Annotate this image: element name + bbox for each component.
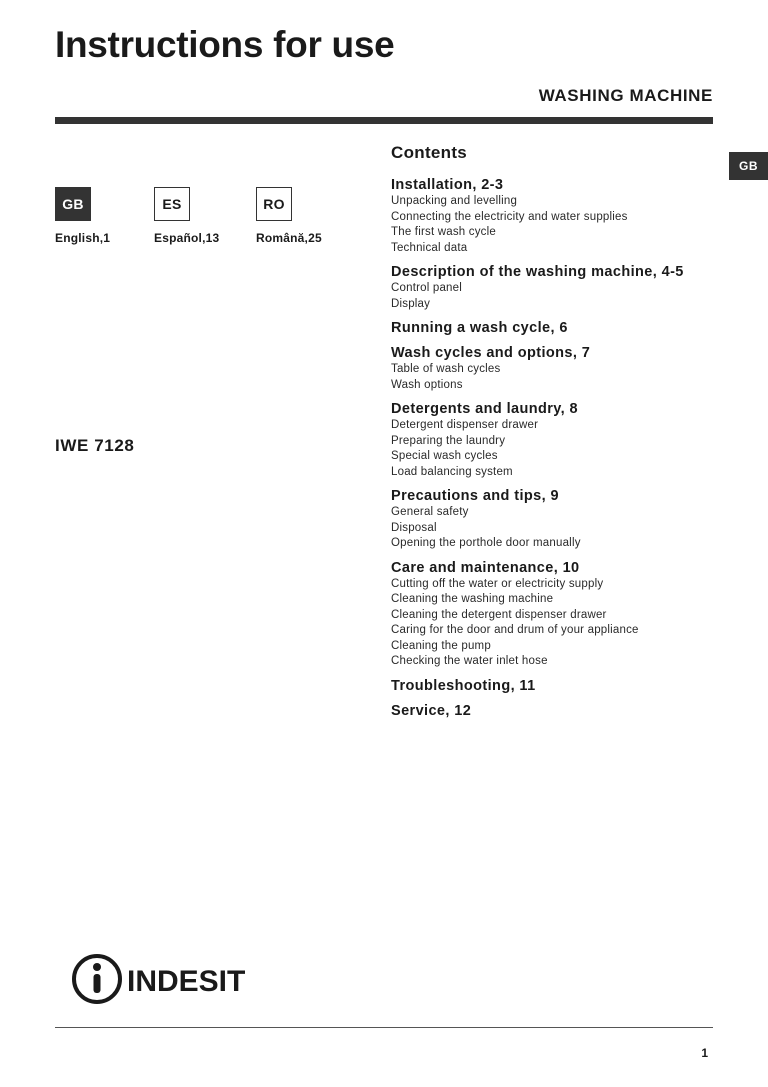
toc-subitem[interactable]: Wash options — [391, 378, 463, 391]
product-type: WASHING MACHINE — [538, 86, 713, 105]
toc-subitem[interactable]: General safety — [391, 506, 469, 518]
toc-subitem[interactable]: Technical data — [391, 241, 468, 254]
table-of-contents — [391, 143, 731, 728]
model-number: IWE 7128 — [55, 436, 135, 455]
toc-subitem[interactable]: Connecting the electricity and water supplies — [391, 210, 628, 223]
toc-section-title[interactable]: Installation, 2-3 — [391, 177, 504, 193]
toc-section — [391, 401, 731, 480]
footer-rule — [55, 1027, 713, 1028]
toc-subitem[interactable]: Load balancing system — [391, 465, 513, 478]
toc-section — [391, 488, 731, 552]
toc-section-title[interactable]: Running a wash cycle, 6 — [391, 320, 568, 336]
toc-section-title[interactable]: Wash cycles and options, 7 — [391, 345, 591, 361]
page-title: Instructions for use — [55, 24, 395, 65]
toc-subitem[interactable]: Special wash cycles — [391, 450, 498, 462]
toc-subitem[interactable]: Opening the porthole door manually — [391, 537, 581, 549]
indesit-logo — [71, 953, 261, 1005]
toc-section-title[interactable]: Care and maintenance, 10 — [391, 559, 580, 576]
logo-brand-name: INDESIT — [127, 965, 246, 998]
toc-section — [391, 177, 731, 256]
language-ro[interactable] — [256, 187, 322, 245]
toc-section — [391, 345, 731, 393]
header-rule — [55, 117, 713, 124]
language-side-tab: GB — [729, 152, 768, 180]
logo-stem — [94, 974, 101, 993]
toc-subitem[interactable]: Detergent dispenser drawer — [391, 419, 539, 431]
language-code-ro[interactable]: RO — [256, 187, 292, 221]
language-es[interactable] — [154, 187, 220, 245]
toc-section-title[interactable]: Precautions and tips, 9 — [391, 488, 559, 504]
language-gb[interactable] — [55, 187, 111, 245]
toc-subitem[interactable]: Checking the water inlet hose — [391, 655, 548, 667]
toc-subitem[interactable]: Preparing the laundry — [391, 434, 506, 447]
toc-section — [391, 678, 731, 695]
language-label-gb: English,1 — [55, 231, 111, 245]
toc-subitem[interactable]: Cutting off the water or electricity supply — [391, 577, 604, 590]
toc-subitem[interactable]: The first wash cycle — [391, 226, 496, 238]
toc-section — [391, 264, 731, 312]
language-label-es: Español,13 — [154, 231, 220, 245]
toc-section — [391, 560, 731, 670]
language-code-es[interactable]: ES — [154, 187, 190, 221]
toc-section — [391, 320, 731, 337]
page-number: 1 — [701, 1046, 708, 1060]
toc-section-title[interactable]: Detergents and laundry, 8 — [391, 401, 578, 417]
logo-dot — [93, 963, 101, 971]
toc-subitem[interactable]: Cleaning the washing machine — [391, 593, 554, 605]
toc-subitem[interactable]: Caring for the door and drum of your appliance — [391, 624, 639, 636]
toc-subitem[interactable]: Table of wash cycles — [391, 363, 501, 375]
language-code-gb[interactable]: GB — [55, 187, 91, 221]
contents-heading: Contents — [391, 143, 468, 162]
toc-subitem[interactable]: Disposal — [391, 521, 437, 534]
toc-section-title[interactable]: Description of the washing machine, 4-5 — [391, 264, 684, 280]
toc-subitem[interactable]: Control panel — [391, 282, 463, 294]
toc-subitem[interactable]: Cleaning the pump — [391, 639, 491, 652]
toc-section-title[interactable]: Troubleshooting, 11 — [391, 677, 536, 694]
toc-subitem[interactable]: Cleaning the detergent dispenser drawer — [391, 608, 607, 621]
toc-subitem[interactable]: Unpacking and levelling — [391, 195, 518, 207]
toc-section-title[interactable]: Service, 12 — [391, 702, 472, 719]
toc-section — [391, 703, 731, 720]
toc-subitem[interactable]: Display — [391, 297, 431, 310]
language-label-ro: Română,25 — [256, 231, 322, 245]
